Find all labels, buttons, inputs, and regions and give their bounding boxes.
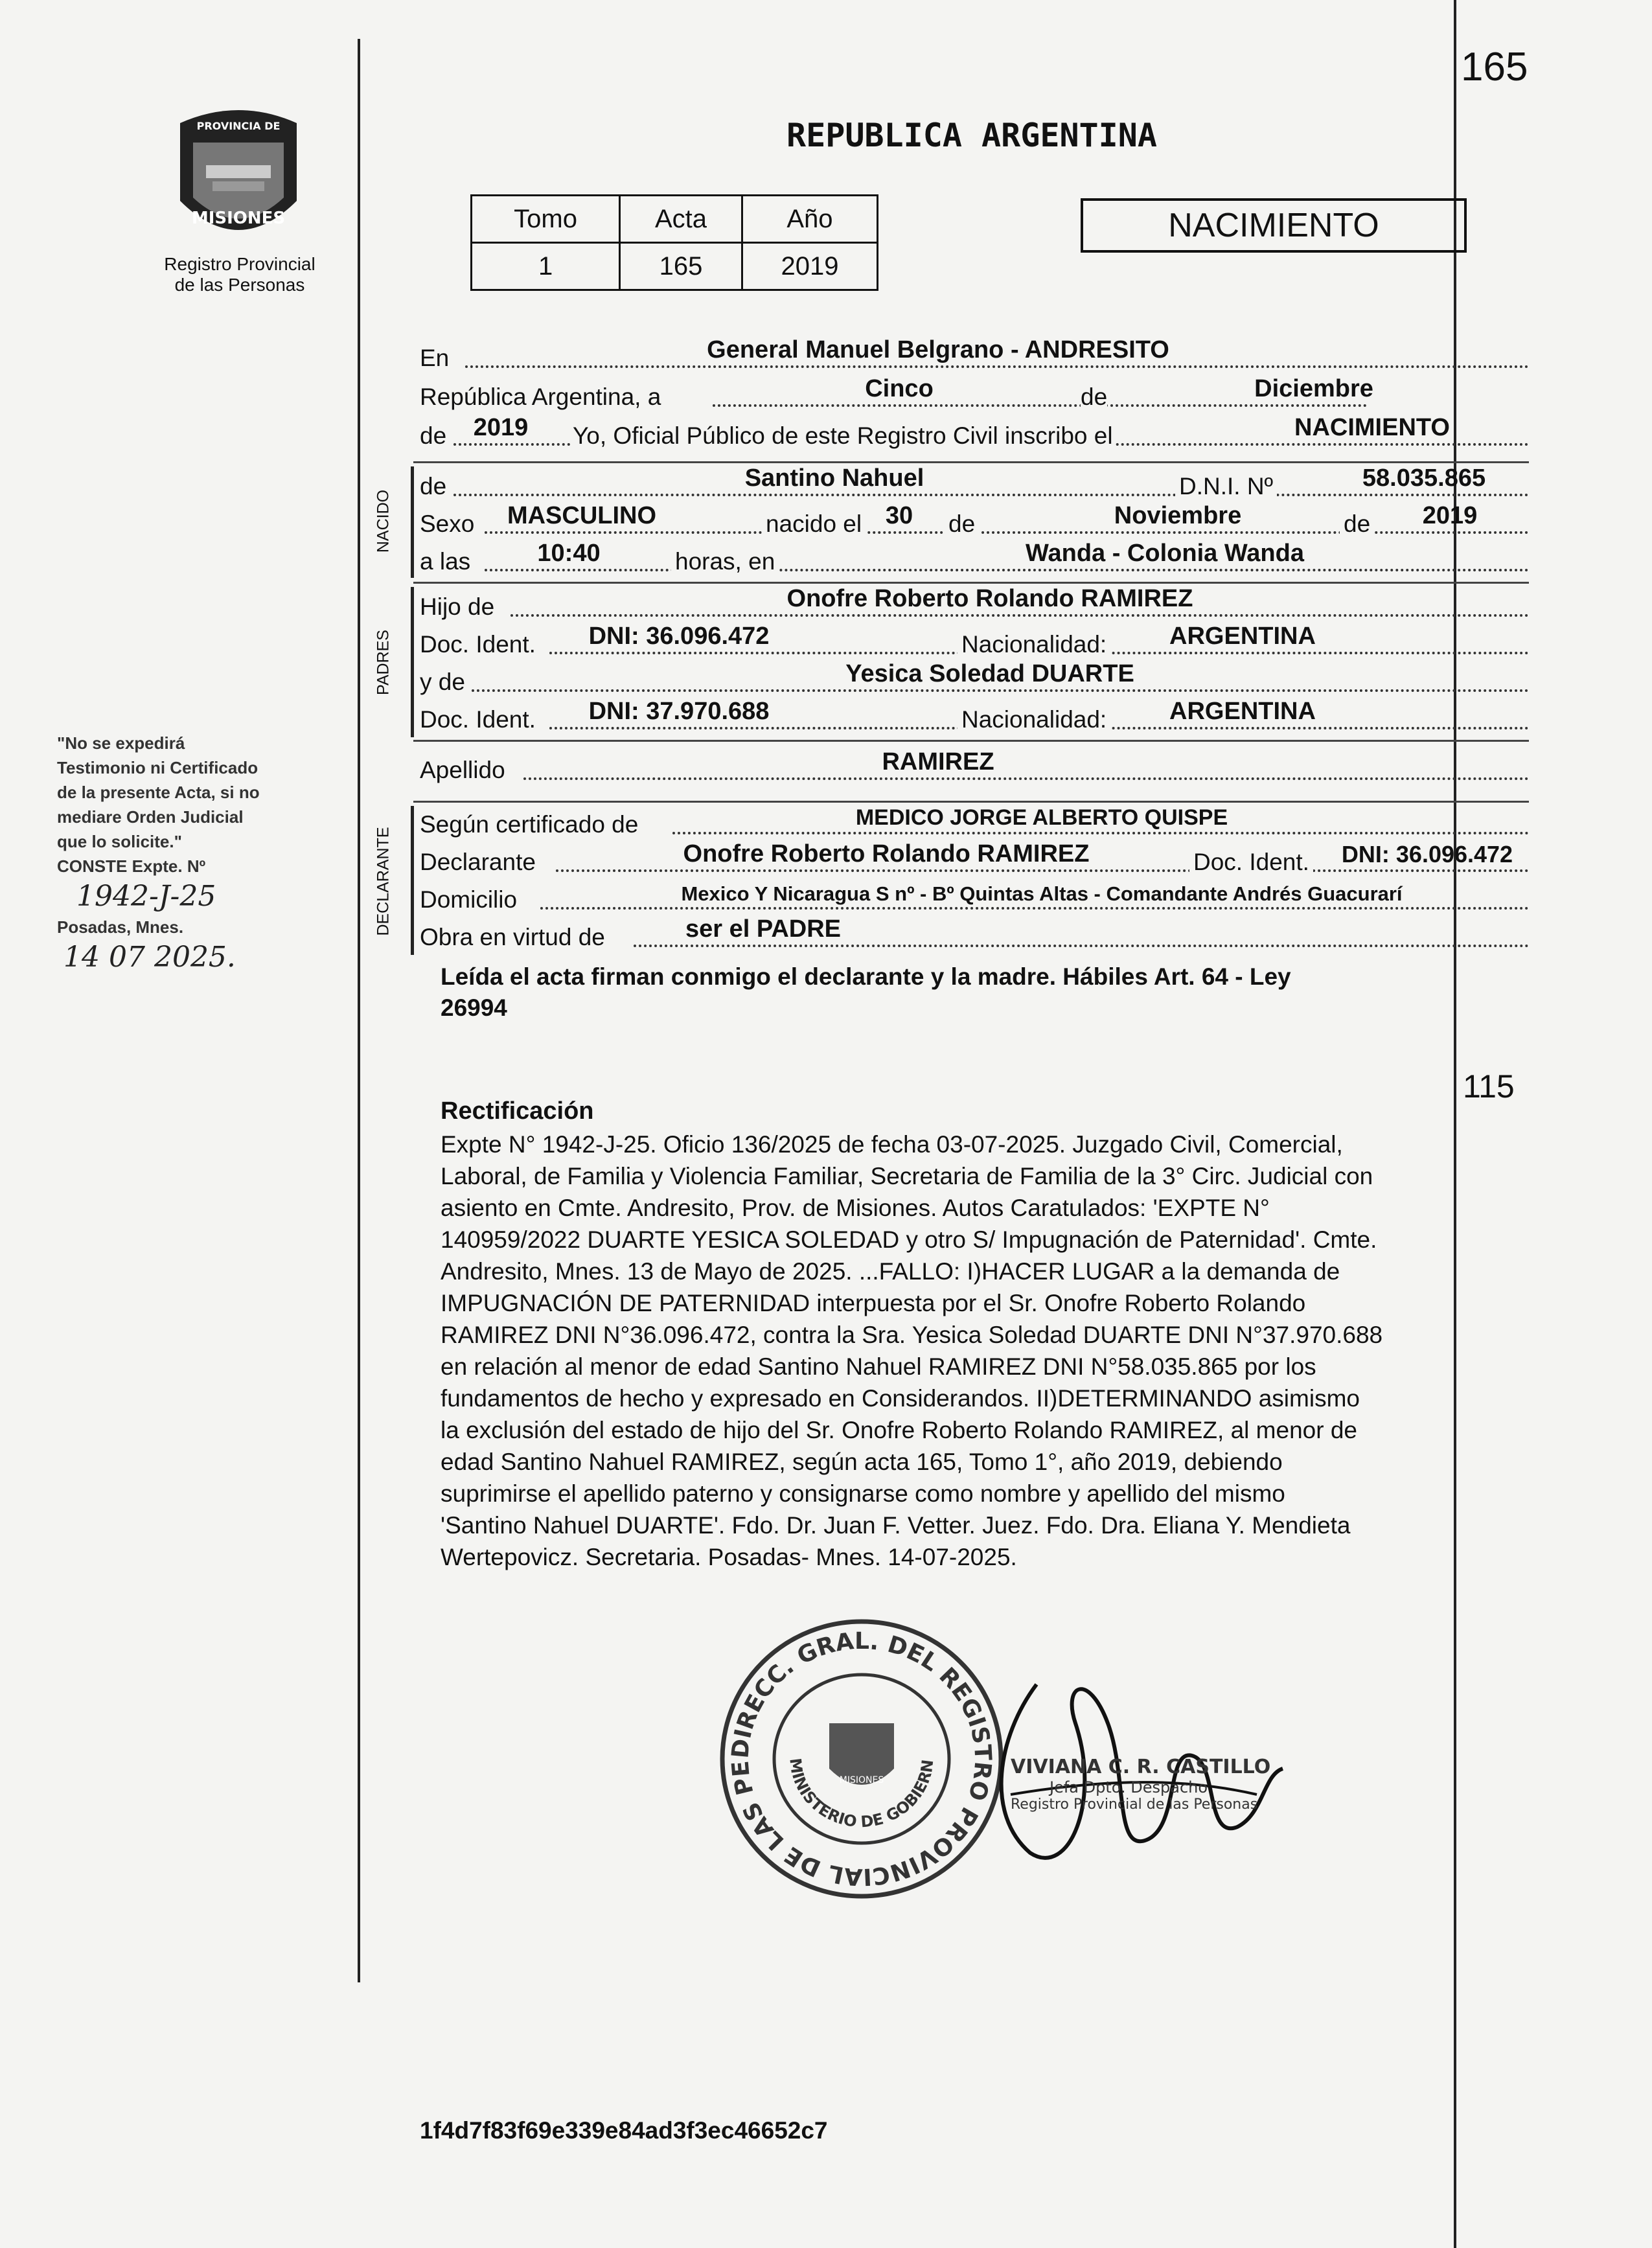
rect-line: Expte N° 1942-J-25. Oficio 136/2025 de fecha 03-07-2025. Juzgado Civil, Comercial,	[441, 1131, 1343, 1158]
document-hash: 1f4d7f83f69e339e84ad3f3ec46652c7	[420, 2117, 828, 2144]
inscribo-value: NACIMIENTO	[1294, 414, 1450, 441]
row-fecha	[420, 376, 1529, 412]
madre-value: Yesica Soledad DUARTE	[845, 660, 1134, 687]
obra-label: Obra en virtud de	[420, 924, 605, 950]
birth-year-value: 2019	[1422, 502, 1478, 529]
document-title: REPUBLICA ARGENTINA	[786, 117, 1157, 154]
page-number-top: 165	[1461, 45, 1528, 89]
seal-ring-text: DIRECC. GRAL. DEL REGISTRO PROVINCIAL DE LAS PE	[727, 1627, 996, 1890]
nacido-label: nacido el	[762, 510, 866, 538]
side-note-line: CONSTE Expte. Nº	[57, 856, 206, 876]
page-number-mid: 115	[1463, 1068, 1515, 1105]
declarante-label: Declarante	[420, 849, 536, 875]
madre-nac-value: ARGENTINA	[1169, 698, 1316, 725]
rect-line: 'Santino Nahuel DUARTE'. Fdo. Dr. Juan F. Vetter. Juez. Fdo. Dra. Eliana Y. Mendieta	[441, 1512, 1351, 1539]
horas-en-label: horas, en	[671, 548, 779, 575]
apellido-label: Apellido	[420, 757, 505, 783]
dots	[465, 365, 1529, 368]
birth-day-value: 30	[885, 502, 913, 529]
side-note-date: 14 07 2025.	[63, 941, 236, 974]
row-en	[420, 337, 1529, 373]
signer-role: Jefa Dpto. Despacho	[1050, 1778, 1208, 1796]
rect-line: RAMIREZ DNI N°36.096.472, contra la Sra. Yesica Soledad DUARTE DNI N°37.970.688	[441, 1322, 1383, 1348]
signer-name: VIVIANA C. R. CASTILLO	[1011, 1756, 1271, 1778]
record-value-ano: 2019	[742, 243, 877, 290]
nacido-bar	[411, 466, 414, 578]
madre-doc-label: Doc. Ident.	[420, 706, 536, 733]
dni-value: 58.035.865	[1362, 465, 1486, 492]
madre-nac-label: Nacionalidad:	[958, 706, 1110, 733]
rect-line: Andresito, Mnes. 13 de Mayo de 2025. ...FALLO: I)HACER LUGAR a la demanda de	[441, 1258, 1340, 1285]
record-value-tomo: 1	[472, 243, 620, 290]
seal-center-text: MISIONES	[839, 1775, 884, 1785]
row-madre-doc	[420, 698, 1529, 735]
closing-line2: 26994	[441, 994, 507, 1021]
record-header-tomo: Tomo	[472, 196, 620, 243]
padre-doc-value: DNI: 36.096.472	[588, 623, 770, 650]
section-declarante: DECLARANTE	[374, 827, 393, 936]
lugar-value: Wanda - Colonia Wanda	[1026, 540, 1304, 567]
day-value: Cinco	[865, 375, 934, 402]
de4-label: de	[945, 510, 979, 538]
rect-line: Laboral, de Familia y Violencia Familiar, Secretaria de Familia de la 3° Circ. Judicial con	[441, 1163, 1373, 1189]
province-logo	[167, 104, 310, 259]
section-nacido: NACIDO	[374, 489, 393, 553]
padres-bar	[411, 587, 414, 737]
rect-line: IMPUGNACIÓN DE PATERNIDAD interpuesta por el Sr. Onofre Roberto Rolando	[441, 1290, 1306, 1316]
closing-line1: Leída el acta firman conmigo el declarante y la madre. Hábiles Art. 64 - Ley	[441, 963, 1291, 990]
dots	[523, 777, 1529, 780]
record-header-acta: Acta	[620, 196, 742, 243]
en-label: En	[420, 345, 450, 371]
sexo-label: Sexo	[420, 510, 475, 537]
rect-line: Wertepovicz. Secretaria. Posadas- Mnes. 14-07-2025.	[441, 1544, 1017, 1570]
registry-line1: Registro Provincial	[164, 254, 315, 274]
domicilio-value: Mexico Y Nicaragua S nº - Bº Quintas Altas - Comandante Andrés Guacurarí	[681, 882, 1403, 905]
hora-value: 10:40	[537, 540, 601, 567]
padre-nac-label: Nacionalidad:	[958, 631, 1110, 658]
side-note	[57, 731, 342, 976]
rect-line: asiento en Cmte. Andresito, Prov. de Misiones. Autos Caratulados: 'EXPTE N°	[441, 1195, 1270, 1221]
side-note-place: Posadas, Mnes.	[57, 917, 184, 937]
signer-org: Registro Provincial de las Personas	[1011, 1796, 1258, 1813]
obra-value: ser el PADRE	[685, 915, 842, 943]
dots	[556, 869, 1529, 872]
rect-line: edad Santino Nahuel RAMIREZ, según acta 165, Tomo 1°, año 2019, debiendo	[441, 1449, 1283, 1475]
side-note-line: "No se expedirá	[57, 733, 185, 753]
side-note-line: de la presente Acta, si no	[57, 783, 260, 802]
rectificacion-title: Rectificación	[441, 1097, 594, 1125]
padre-value: Onofre Roberto Rolando RAMIREZ	[786, 585, 1193, 612]
rect-line: suprimirse el apellido paterno y consignarse como nombre y apellido del mismo	[441, 1480, 1285, 1507]
hijo-label: Hijo de	[420, 593, 495, 620]
dots	[472, 689, 1529, 692]
de5-label: de	[1340, 510, 1374, 538]
row-padre-doc	[420, 623, 1529, 659]
certificado-value: MEDICO JORGE ALBERTO QUISPE	[855, 805, 1228, 830]
side-note-line: Testimonio ni Certificado	[57, 758, 258, 777]
de2-label: de	[420, 422, 447, 449]
row-hora	[420, 540, 1529, 577]
dots	[634, 945, 1529, 947]
dots	[713, 404, 1367, 407]
en-value: General Manuel Belgrano - ANDRESITO	[707, 336, 1169, 363]
row-domicilio	[420, 878, 1529, 915]
row-nombre	[420, 465, 1529, 501]
rect-line: fundamentos de hecho y expresado en Considerandos. II)DETERMINANDO asimismo	[441, 1385, 1360, 1412]
row-certificado	[420, 803, 1529, 840]
separator-1	[413, 461, 1529, 463]
padre-nac-value: ARGENTINA	[1169, 623, 1316, 650]
declarante-doc-label: Doc. Ident.	[1189, 849, 1313, 876]
row-padre	[420, 586, 1529, 622]
separator-2	[413, 582, 1529, 584]
record-value-acta: 165	[620, 243, 742, 290]
side-note-expte: 1942-J-25	[76, 880, 216, 913]
rect-line: 140959/2022 DUARTE YESICA SOLEDAD y otro S/ Impugnación de Paternidad'. Cmte.	[441, 1226, 1377, 1253]
de3-label: de	[420, 473, 447, 499]
declarante-value: Onofre Roberto Rolando RAMIREZ	[683, 840, 1090, 867]
registry-line2: de las Personas	[174, 275, 305, 295]
separator-3	[413, 740, 1529, 742]
alas-label: a las	[420, 548, 471, 575]
sexo-value: MASCULINO	[507, 502, 657, 529]
record-table	[470, 194, 878, 291]
rect-line: en relación al menor de edad Santino Nahuel RAMIREZ DNI N°58.035.865 por los	[441, 1353, 1316, 1380]
row-sexo	[420, 503, 1529, 539]
nombre-value: Santino Nahuel	[744, 465, 924, 492]
dots	[540, 907, 1529, 910]
row-obra	[420, 916, 1529, 952]
record-header-ano: Año	[742, 196, 877, 243]
apellido-value: RAMIREZ	[882, 748, 994, 775]
row-madre	[420, 661, 1529, 697]
rect-line: la exclusión del estado de hijo del Sr. Onofre Roberto Rolando RAMIREZ, al menor de	[441, 1417, 1357, 1443]
republica-label: República Argentina, a	[420, 384, 661, 410]
birth-month-value: Noviembre	[1114, 502, 1242, 529]
dots	[672, 832, 1529, 834]
left-binding-line	[358, 39, 360, 1982]
declarante-bar	[411, 806, 414, 955]
padre-doc-label: Doc. Ident.	[420, 631, 536, 658]
row-declarante	[420, 841, 1529, 877]
closing-text	[441, 961, 1542, 1024]
oficial-label: Yo, Oficial Público de este Registro Civil inscribo el	[570, 422, 1116, 450]
month-value: Diciembre	[1254, 375, 1373, 402]
dots	[511, 614, 1529, 617]
certificado-label: Según certificado de	[420, 811, 639, 838]
declarante-doc-value: DNI: 36.096.472	[1341, 841, 1513, 867]
record-type-box	[1081, 198, 1467, 253]
section-padres: PADRES	[374, 630, 393, 695]
yde-label: y de	[420, 669, 465, 695]
rectificacion-body	[441, 1129, 1529, 1573]
signature-block	[1011, 1756, 1348, 1813]
side-note-line: mediare Orden Judicial	[57, 807, 244, 827]
madre-doc-value: DNI: 37.970.688	[588, 698, 770, 725]
svg-text:MISIONES: MISIONES	[191, 209, 286, 228]
dots	[485, 569, 1529, 571]
separator-4	[413, 801, 1529, 803]
svg-text:PROVINCIA DE: PROVINCIA DE	[196, 120, 281, 132]
domicilio-label: Domicilio	[420, 886, 518, 913]
row-apellido	[420, 749, 1529, 785]
row-inscribo	[420, 415, 1529, 451]
dots	[453, 494, 1529, 496]
record-type: NACIMIENTO	[1168, 207, 1379, 244]
year-value: 2019	[473, 414, 529, 441]
side-note-line: que lo solicite."	[57, 832, 182, 851]
seal-inner-text: MINISTERIO DE GOBIERN	[786, 1757, 937, 1831]
de-label: de	[1081, 384, 1108, 410]
dni-label: D.N.I. Nº	[1175, 473, 1277, 500]
registry-name	[130, 254, 350, 295]
